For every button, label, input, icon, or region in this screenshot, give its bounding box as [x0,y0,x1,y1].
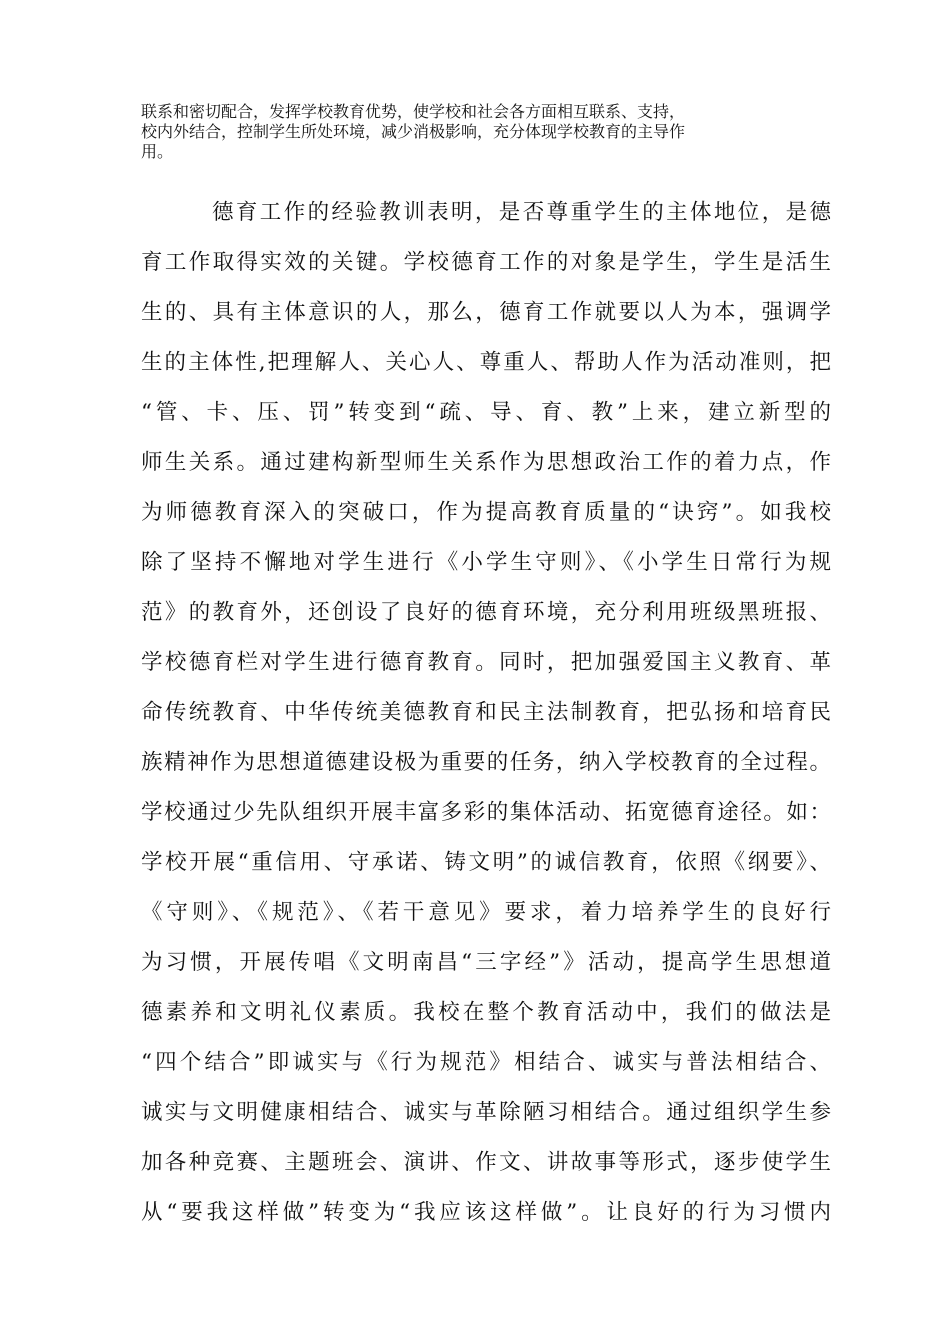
paragraph-line: 联系和密切配合，发挥学校教育优势，使学校和社会各方面相互联系、支持， [141,102,686,121]
paragraph-line: 诚实与文明健康相结合、诚实与革除陋习相结合。通过组织学生参 [141,1100,831,1125]
paragraph-line: 德素养和文明礼仪素质。我校在整个教育活动中，我们的做法是 [141,1000,831,1025]
paragraph-line: 为习惯，开展传唱《文明南昌“三字经”》活动，提高学生思想道 [141,950,831,975]
paragraph-line: “四个结合”即诚实与《行为规范》相结合、诚实与普法相结合、 [141,1050,831,1075]
paragraph-line: 为师德教育深入的突破口，作为提高教育质量的“诀窍”。如我校 [141,500,831,525]
paragraph-line: 生的主体性,把理解人、关心人、尊重人、帮助人作为活动准则，把 [141,350,831,375]
paragraph-line: 从“要我这样做”转变为“我应该这样做”。让良好的行为习惯内 [141,1200,831,1225]
paragraph-line: 加各种竞赛、主题班会、演讲、作文、讲故事等形式，逐步使学生 [141,1150,831,1175]
paragraph-line: 德育工作的经验教训表明，是否尊重学生的主体地位，是德 [212,200,831,225]
paragraph-line: 校内外结合，控制学生所处环境，减少消极影响，充分体现学校教育的主导作 [141,122,686,141]
paragraph-line: 学校德育栏对学生进行德育教育。同时，把加强爱国主义教育、革 [141,650,831,675]
body-paragraph [141,188,831,1238]
paragraph-line: 范》的教育外，还创设了良好的德育环境，充分利用班级黑班报、 [141,600,831,625]
paragraph-line: 族精神作为思想道德建设极为重要的任务，纳入学校教育的全过程。 [141,750,831,775]
paragraph-line: 师生关系。通过建构新型师生关系作为思想政治工作的着力点，作 [141,450,831,475]
paragraph-line: 命传统教育、中华传统美德教育和民主法制教育，把弘扬和培育民 [141,700,831,725]
paragraph-line: 除了坚持不懈地对学生进行《小学生守则》、《小学生日常行为规 [141,550,831,575]
paragraph-line: 生的、具有主体意识的人，那么，德育工作就要以人为本，强调学 [141,300,831,325]
paragraph-line: 学校通过少先队组织开展丰富多彩的集体活动、拓宽德育途径。如： [141,800,831,825]
paragraph-line: 用。 [141,142,174,161]
continued-paragraph [141,102,817,162]
paragraph-line: 学校开展“重信用、守承诺、铸文明”的诚信教育，依照《纲要》、 [141,850,831,875]
paragraph-line: 《守则》、《规范》、《若干意见》要求，着力培养学生的良好行 [141,900,831,925]
paragraph-line: “管、卡、压、罚”转变到“疏、导、育、教”上来，建立新型的 [141,400,831,425]
paragraph-line: 育工作取得实效的关键。学校德育工作的对象是学生，学生是活生 [141,250,831,275]
